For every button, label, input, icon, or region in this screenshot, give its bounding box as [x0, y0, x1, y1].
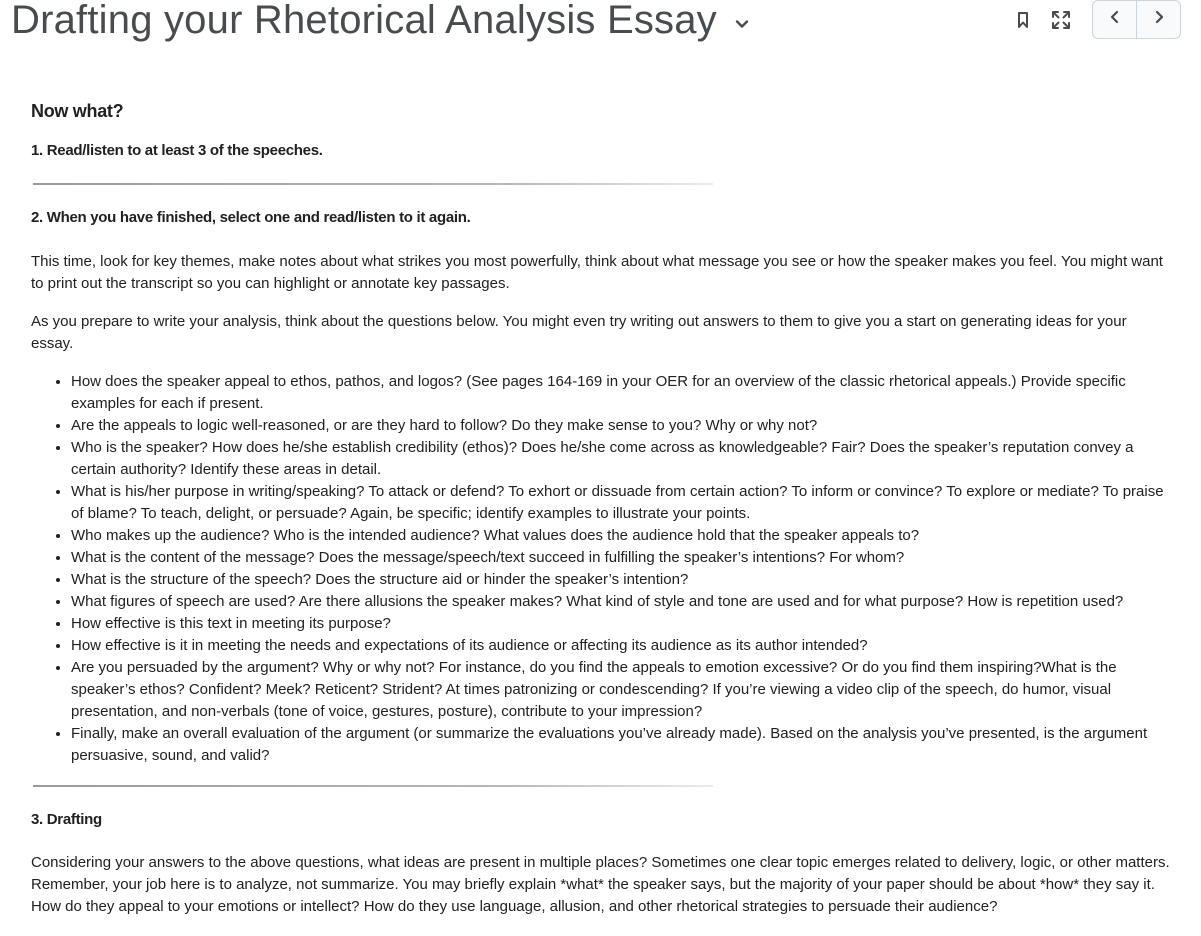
list-item: • How effective is this text in meeting its purpose? [71, 613, 1171, 635]
list-item: • Are the appeals to logic well-reasoned, or are they hard to follow? Do they make sense to you? Why or why not? [71, 415, 1171, 437]
step-1-heading: 1. Read/listen to at least 3 of the speeches. [31, 142, 323, 159]
list-item: • Who makes up the audience? Who is the intended audience? What values does the audience hold that the speaker appeals to? [71, 525, 1171, 547]
questions-intro-paragraph: As you prepare to write your analysis, think about the questions below. You might even try writing out answers to them to give you a start on generating ideas for your essay. [31, 313, 1127, 352]
previous-button[interactable] [1093, 1, 1136, 38]
list-item: • What is the content of the message? Does the message/speech/text succeed in fulfilling the speaker’s intentions? For whom? [71, 547, 1171, 569]
list-item: • What is the structure of the speech? Does the structure aid or hinder the speaker’s intention? [71, 569, 1171, 591]
questions-list [31, 371, 1171, 767]
list-item: • How does the speaker appeal to ethos, pathos, and logos? (See pages 164-169 in your OER for an overview of the classic rhetorical appeals.) Provide specific examples for each if present. [71, 371, 1171, 415]
expand-icon[interactable] [1042, 1, 1080, 39]
list-item: • How effective is it in meeting the needs and expectations of its audience or affecting its audience as its author intended? [71, 635, 1171, 657]
next-button[interactable] [1136, 1, 1180, 38]
list-item: • Who is the speaker? How does he/she establish credibility (ethos)? Does he/she come across as knowledgeable? Fair? Does the speaker’s reputation convey a certain authority? Identify these areas in detail. [71, 437, 1171, 481]
list-item: • Finally, make an overall evaluation of the argument (or summarize the evaluations you’ve already made). Based on the analysis you’ve presented, is the argument persuasive, sound, and valid? [71, 723, 1171, 767]
toolbar [1004, 0, 1181, 39]
divider [33, 785, 713, 787]
bookmark-icon[interactable] [1004, 1, 1042, 39]
step-3-heading: 3. Drafting [31, 811, 102, 828]
list-item: • Are you persuaded by the argument? Why or why not? For instance, do you find the appeals to emotion excessive? Or do you find them inspiring?What is the speaker’s ethos? Confident? Meek? Reticent? Strident? At times patronizing or condescending? If you’re viewing a video clip of the speech, do humor, visual presentation, and non-verbals (tone of voice, gestures, posture), contribute to your impression? [71, 657, 1171, 723]
content-body [31, 98, 1171, 918]
drafting-paragraph: Considering your answers to the above questions, what ideas are present in multiple places? Sometimes one clear topic emerges related to delivery, logic, or other matters. Remember, your job here is to analyze, not summarize. You may briefly explain *what* the speaker says, but the majority of your paper should be about *how* they say it. How do they appeal to your emotions or intellect? How do they use language, allusion, and other rhetorical strategies to persuade their audience? [31, 854, 1170, 915]
now-what-heading: Now what? [31, 101, 124, 121]
chevron-left-icon [1108, 10, 1122, 29]
page-title: Drafting your Rhetorical Analysis Essay [11, 0, 717, 42]
chevron-right-icon [1152, 10, 1166, 29]
divider [33, 183, 713, 185]
step-2-heading: 2. When you have finished, select one and read/listen to it again. [31, 209, 471, 226]
list-item: • What is his/her purpose in writing/speaking? To attack or defend? To exhort or dissuade from certain action? To inform or convince? To explore or mediate? To praise of blame? To teach, delight, or persuade? Again, be specific; identify examples to illustrate your points. [71, 481, 1171, 525]
topic-navigation [1092, 0, 1181, 39]
page-header [11, 0, 751, 42]
instructions-paragraph: This time, look for key themes, make notes about what strikes you most powerfully, think about what message you see or how the speaker makes you feel. You might want to print out the transcript so you can highlight or annotate key passages. [31, 253, 1163, 292]
list-item: • What figures of speech are used? Are there allusions the speaker makes? What kind of style and tone are used and for what purpose? How is repetition used? [71, 591, 1171, 613]
chevron-down-icon[interactable] [733, 15, 751, 33]
